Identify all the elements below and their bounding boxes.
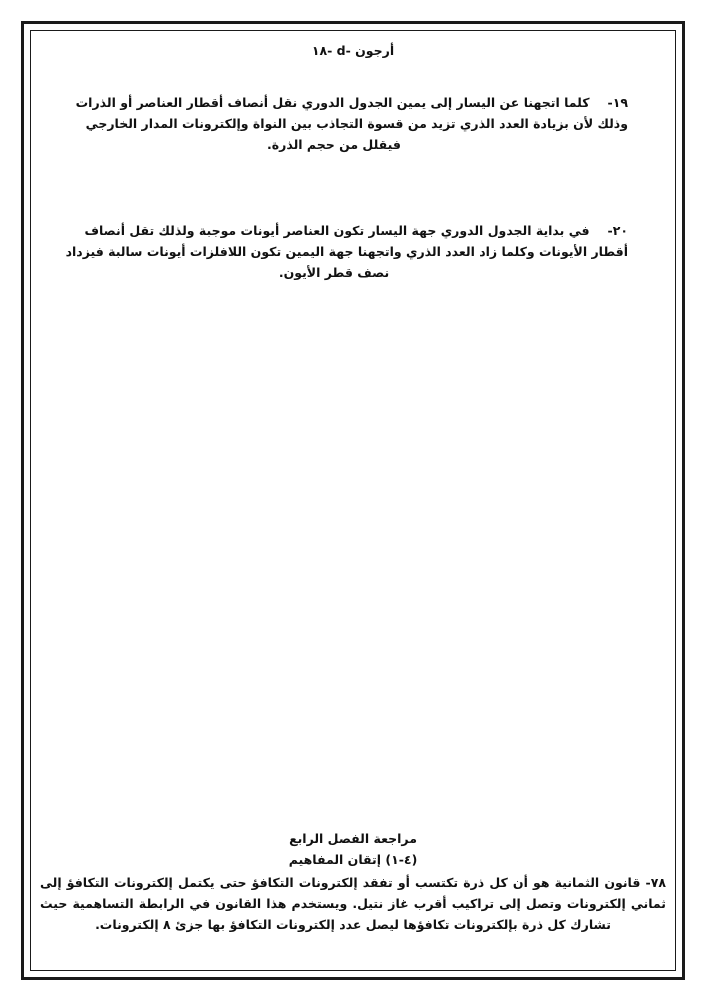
answer-19 (40, 92, 628, 155)
answer-20-line-3: نصف قطر الأيون. (278, 265, 390, 280)
answer-19-line-1: ١٩-كلما اتجهنا عن اليسار إلى يمين الجدول الدوري نقل أنصاف أقطار العناصر أو الذرات (40, 92, 628, 113)
answer-19-number: ١٩- (607, 95, 628, 110)
answer-20-number: ٢٠- (607, 223, 628, 238)
chapter-review-subtitle: (٤-١) إتقان المفاهيم (288, 852, 418, 867)
answer-20-line-1: ٢٠-في بداية الجدول الدوري جهة اليسار تكون العناصر أيونات موجبة ولذلك تقل أنصاف (40, 220, 628, 241)
chapter-review-heading (40, 828, 666, 870)
answer-78-line-3: تشارك كل ذرة بإلكترونات تكافؤها ليصل عدد إلكترونات التكافؤ بها جزئ ٨ إلكترونات. (95, 917, 611, 932)
answer-18 (40, 40, 666, 61)
answer-19-line-3: فيقلل من حجم الذرة. (267, 137, 401, 152)
answer-78-line-2: ثماني إلكترونات وتصل إلى تراكيب أقرب غاز نتيل. ويستخدم هذا القانون في الرابطة التساهمية حيث (40, 896, 666, 911)
answer-20 (40, 220, 628, 283)
answer-20-line-2: أقطار الأيونات وكلما زاد العدد الذري واتجهنا جهة اليمين تكون اللافلزات أيونات سالبة فيزداد (65, 244, 628, 259)
chapter-review-title: مراجعة الفصل الرابع (289, 831, 417, 846)
answer-19-line-2: وذلك لأن بزيادة العدد الذري تزيد من قسوة التجاذب بين النواة وإلكترونات المدار الخارجي (85, 116, 628, 131)
answer-18-text: ١٨- d- أرجون (311, 43, 395, 58)
answer-78 (40, 872, 666, 935)
answer-78-line-1: ٧٨- قانون الثمانية هو أن كل ذرة تكتسب أو تفقد إلكترونات التكافؤ حتى يكتمل إلكترونات التكافؤ إلى (40, 875, 666, 890)
